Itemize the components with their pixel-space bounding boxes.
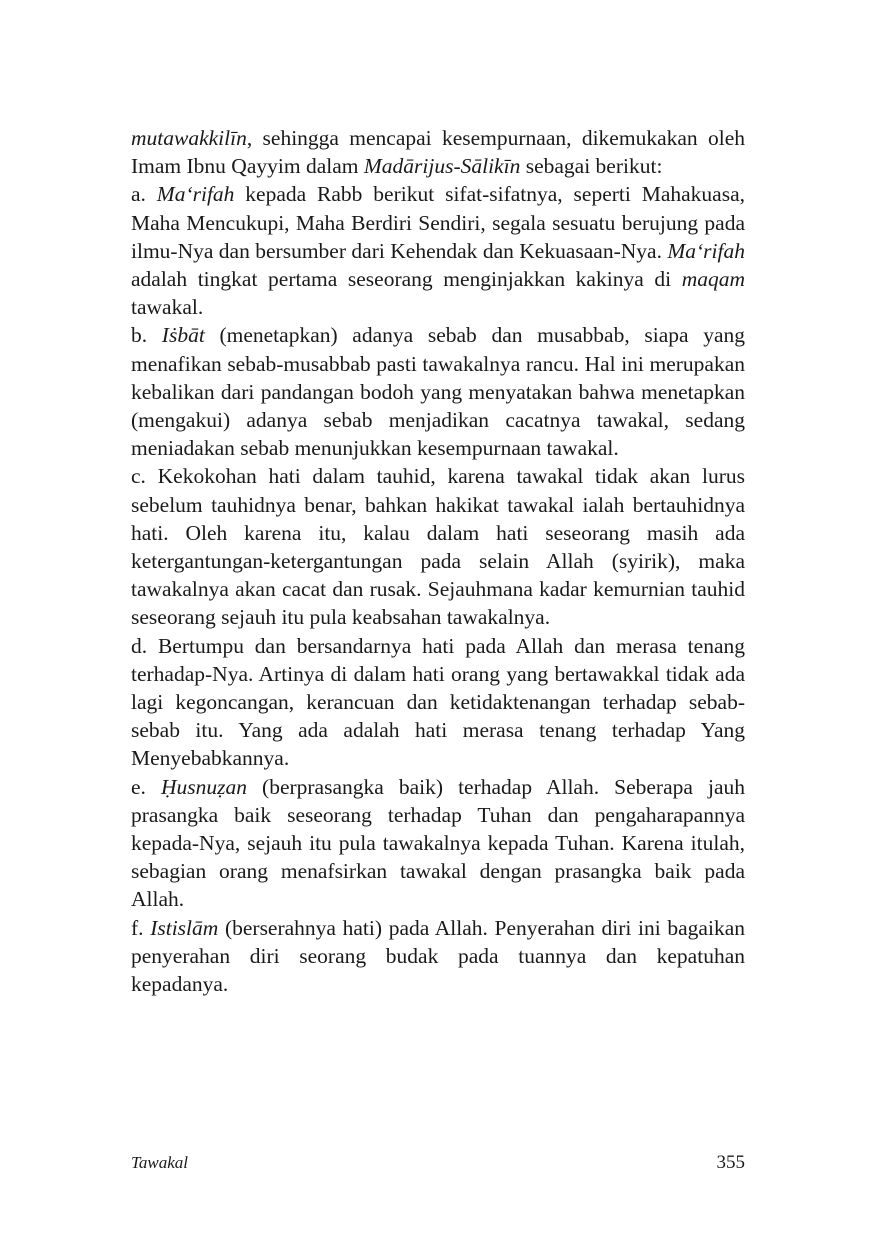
- running-title: Tawakal: [131, 1153, 189, 1172]
- text-run: f.: [131, 915, 151, 940]
- text-run: e.: [131, 774, 161, 799]
- text-run: (berprasangka baik) terhadap Allah. Seberapa jauh prasangka baik seseorang terhadap Tuhan dan pengaharapannya kepada-Nya, sejauh itu pula tawakalnya kepada Tuhan. Karena itulah, sebagian orang menafsirkan tawakal dengan prasangka baik pada Allah.: [131, 774, 745, 912]
- list-item-b: [131, 321, 745, 462]
- italic-term: Ma‘rifah: [156, 182, 235, 207]
- paragraph-text: [131, 634, 745, 771]
- text-run: sebagai berikut:: [520, 154, 663, 179]
- text-run: (menetapkan) adanya sebab dan musabbab, siapa yang menafikan sebab-musabbab pasti tawakalnya rancu. Hal ini merupakan kebalikan dari pandangan bodoh yang menyatakan bahwa menetapkan (mengakui) adanya sebab menjadikan cacatnya tawakal, sedang meniadakan sebab menunjukkan kesempurnaan tawakal.: [131, 323, 745, 461]
- italic-term: Madārijus-Sālikīn: [363, 154, 521, 179]
- paragraph-text: [131, 464, 745, 629]
- text-run: tawakal.: [131, 295, 204, 320]
- paragraph-intro: [131, 124, 745, 180]
- list-item-f: [131, 914, 745, 999]
- text-run: , sehingga mencapai kesempurnaan, dikemukakan oleh Imam Ibnu Qayyim dalam: [131, 126, 745, 179]
- list-item-e: [131, 773, 745, 914]
- text-run: kepada Rabb berikut sifat-sifatnya, seperti Mahakuasa, Maha Mencukupi, Maha Berdiri Sendiri, segala sesuatu berujung pada ilmu-Nya dan bersumber dari Kehendak dan Kekuasaan-Nya.: [131, 182, 746, 263]
- text-run: c. Kekokohan hati dalam tauhid, karena tawakal tidak akan lurus sebelum tauhidnya benar, bahkan hakikat tawakal ialah bertauhidnya hati. Oleh karena itu, kalau dalam hati seseorang masih ada ketergantungan-ketergantungan pada selain Allah (syirik), maka tawakalnya akan cacat dan rusak. Sejauhmana kadar kemurnian tauhid seseorang sejauh itu pula keabsahan tawakalnya.: [131, 464, 745, 630]
- page-body: [131, 124, 745, 998]
- paragraph-text: [131, 182, 745, 319]
- paragraph-text: [131, 775, 745, 912]
- italic-term: Ma‘rifah: [667, 238, 745, 263]
- italic-term: Iṡbāt: [161, 323, 205, 348]
- paragraph-text: [131, 323, 745, 460]
- list-item-d: [131, 632, 745, 773]
- italic-term: maqam: [681, 267, 745, 292]
- italic-term: Istislām: [150, 915, 219, 940]
- page-footer: [131, 1152, 745, 1174]
- text-run: a.: [131, 182, 157, 207]
- page-number: 355: [716, 1152, 745, 1173]
- italic-term: Ḥusnuẓan: [160, 774, 247, 799]
- text-run: adalah tingkat pertama seseorang menginjakkan kakinya di: [131, 267, 682, 292]
- paragraph-text: [131, 126, 745, 178]
- text-run: d. Bertumpu dan bersandarnya hati pada Allah dan merasa tenang terhadap-Nya. Artinya di dalam hati orang yang bertawakkal tidak ada lagi kegoncangan, kerancuan dan ketidaktenangan terhadap sebab-sebab itu. Yang ada adalah hati merasa tenang terhadap Yang Menyebabkannya.: [131, 633, 745, 771]
- italic-term: mutawakkilīn: [131, 126, 247, 150]
- paragraph-text: [131, 916, 745, 996]
- text-run: b.: [131, 323, 162, 348]
- list-item-c: [131, 462, 745, 631]
- text-run: (berserahnya hati) pada Allah. Penyerahan diri ini bagaikan penyerahan diri seorang budak pada tuannya dan kepatuhan kepadanya.: [131, 915, 745, 997]
- list-item-a: [131, 180, 745, 321]
